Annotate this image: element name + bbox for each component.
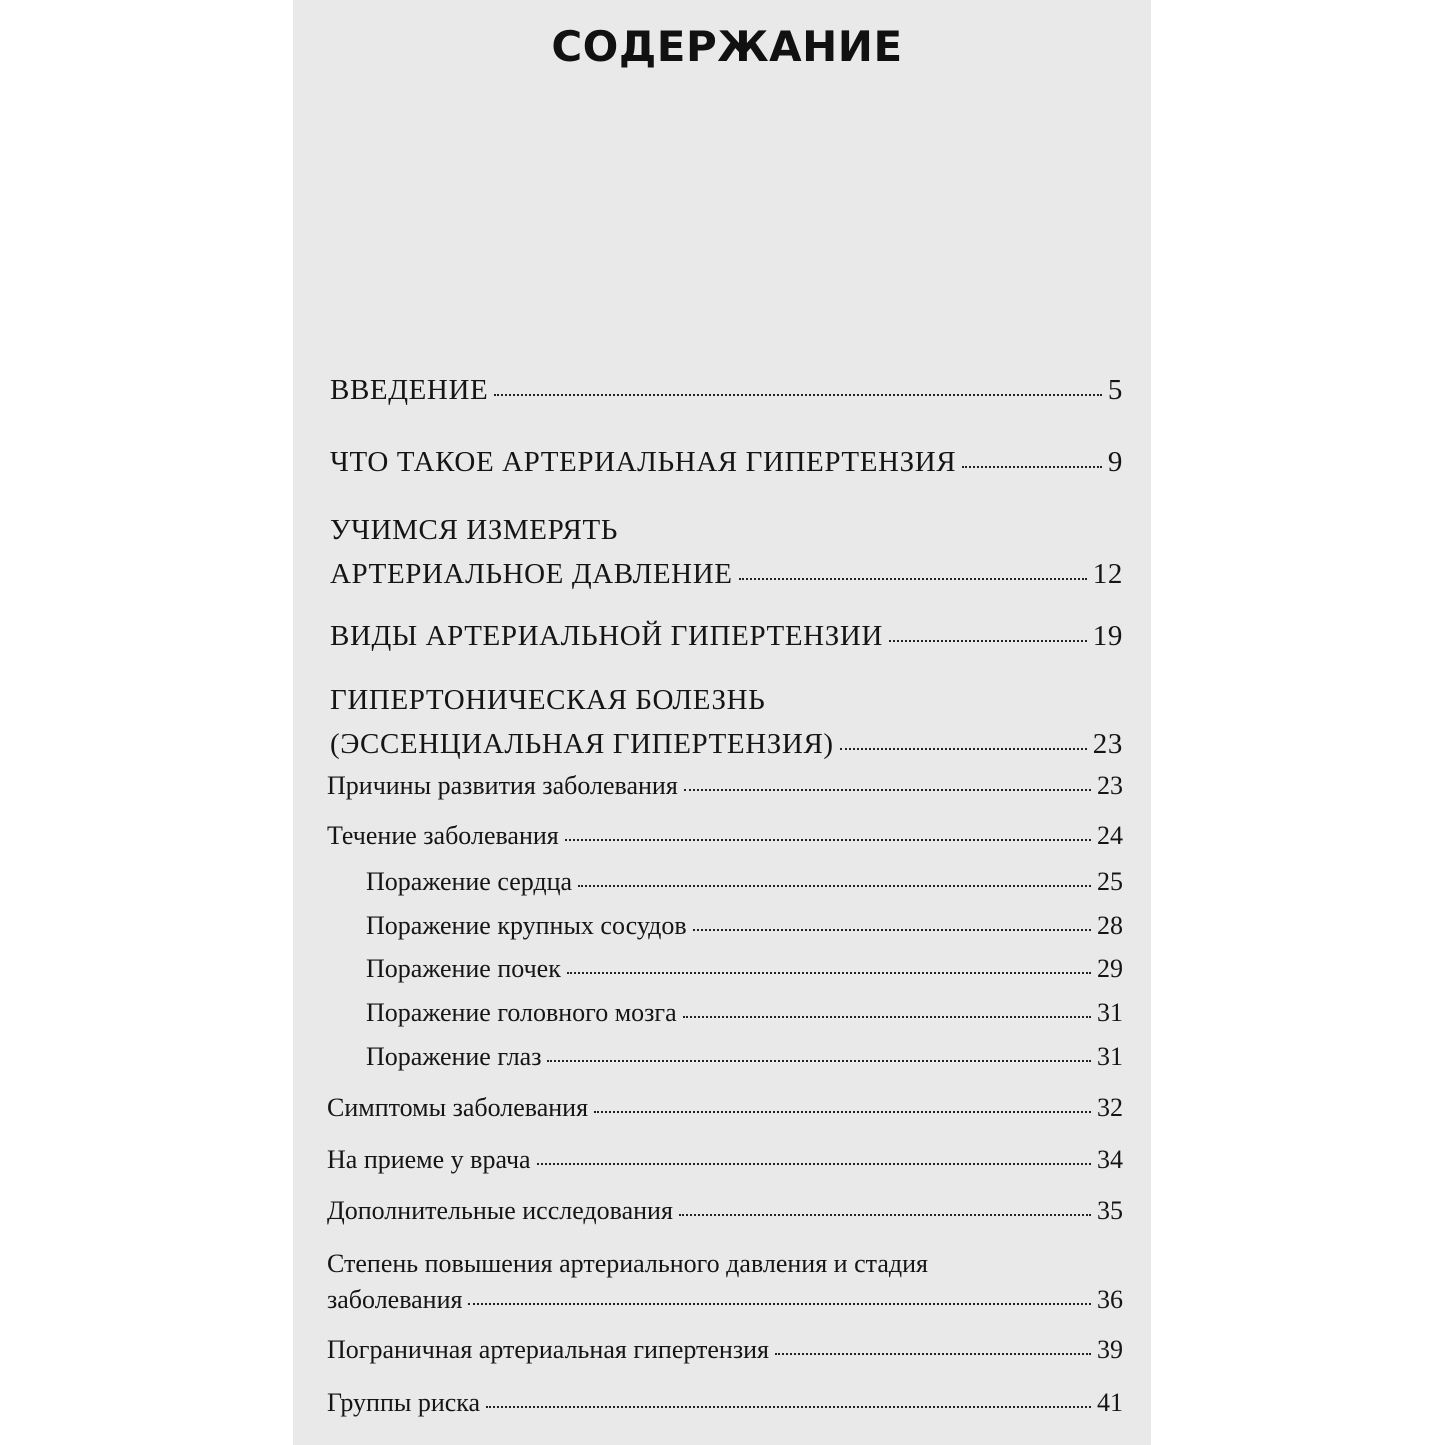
toc-entry-label: ВВЕДЕНИЕ [330, 374, 489, 406]
toc-entry [366, 864, 1123, 900]
dot-leader [679, 1214, 1091, 1216]
book-page [293, 0, 1151, 1445]
toc-page-number: 29 [1097, 954, 1123, 983]
toc-entry-label-line: ГИПЕРТОНИЧЕСКАЯ БОЛЕЗНЬ [330, 684, 766, 716]
toc-page-number: 39 [1097, 1335, 1123, 1364]
dot-leader [962, 466, 1102, 468]
toc-entry-row [366, 1039, 1123, 1075]
toc-entry-label: Поражение крупных сосудов [366, 911, 687, 940]
dot-leader [739, 578, 1087, 580]
dot-leader [684, 789, 1091, 791]
dot-leader [567, 972, 1091, 974]
dot-leader [889, 640, 1087, 642]
toc-entry-label: Поражение глаз [366, 1042, 542, 1071]
toc-entry [327, 1090, 1123, 1126]
toc-entry [327, 1142, 1123, 1178]
toc-entry-label: Поражение почек [366, 954, 561, 983]
dot-leader [683, 1016, 1091, 1018]
toc-entry [330, 440, 1123, 484]
toc-entry-label: АРТЕРИАЛЬНОЕ ДАВЛЕНИЕ [330, 558, 733, 590]
toc-entry-label: Поражение головного мозга [366, 998, 677, 1027]
toc-entry [330, 614, 1123, 658]
toc-entry-row [366, 864, 1123, 900]
toc-page-number: 28 [1097, 911, 1123, 940]
toc-entry [327, 1193, 1123, 1229]
toc-entry-row [327, 1142, 1123, 1178]
dot-leader [840, 748, 1087, 750]
toc-entry [327, 768, 1123, 804]
toc-entry-label: ВИДЫ АРТЕРИАЛЬНОЙ ГИПЕРТЕНЗИИ [330, 620, 883, 652]
toc-entry-label-line: Степень повышения артериального давления и стадия [327, 1249, 928, 1278]
toc-entry-label: Дополнительные исследования [327, 1196, 673, 1225]
toc-page-number: 24 [1097, 821, 1123, 850]
toc-page-number: 9 [1107, 446, 1123, 478]
toc-entry-label: Группы риска [327, 1388, 481, 1417]
toc-entry-row [330, 552, 1123, 596]
toc-entry [327, 1332, 1123, 1368]
toc-entry-label: Симптомы заболевания [327, 1093, 589, 1122]
dot-leader [578, 885, 1091, 887]
toc-page-number: 35 [1097, 1196, 1123, 1225]
toc-entry-label: Течение заболевания [327, 821, 559, 850]
toc-entry-row [330, 440, 1123, 484]
toc-page-number: 12 [1092, 558, 1123, 590]
toc-entry [366, 995, 1123, 1031]
toc-entry [366, 1039, 1123, 1075]
table-of-contents [293, 0, 1151, 1445]
toc-page-number: 34 [1097, 1145, 1123, 1174]
toc-entry [330, 678, 1123, 766]
page-title: СОДЕРЖАНИЕ [551, 22, 903, 71]
toc-entry-row [327, 768, 1123, 804]
toc-entry [327, 1385, 1123, 1421]
toc-entry-label: Причины развития заболевания [327, 771, 678, 800]
toc-page-number: 23 [1092, 728, 1123, 760]
toc-entry [330, 368, 1123, 412]
dot-leader [594, 1111, 1091, 1113]
toc-page-number: 41 [1097, 1388, 1123, 1417]
toc-entry-label: На приеме у врача [327, 1145, 531, 1174]
dot-leader [468, 1303, 1091, 1305]
toc-page-number: 23 [1097, 771, 1123, 800]
toc-entry-label-line: УЧИМСЯ ИЗМЕРЯТЬ [330, 514, 619, 546]
toc-page-number: 36 [1097, 1285, 1123, 1314]
dot-leader [775, 1353, 1091, 1355]
toc-page-number: 31 [1097, 1042, 1123, 1071]
toc-entry-row [327, 1332, 1123, 1368]
dot-leader [547, 1060, 1091, 1062]
toc-entry-row [327, 1193, 1123, 1229]
toc-entry-row [366, 951, 1123, 987]
toc-entry-row [327, 818, 1123, 854]
toc-entry-label: Поражение сердца [366, 867, 573, 896]
toc-page-number: 19 [1092, 620, 1123, 652]
toc-page-number: 25 [1097, 867, 1123, 896]
toc-page-number: 31 [1097, 998, 1123, 1027]
toc-entry [366, 908, 1123, 944]
dot-leader [494, 394, 1102, 396]
toc-entry-label: (ЭССЕНЦИАЛЬНАЯ ГИПЕРТЕНЗИЯ) [330, 728, 834, 760]
toc-entry-row [366, 908, 1123, 944]
toc-entry [330, 508, 1123, 596]
toc-entry [327, 1246, 1123, 1318]
toc-entry [327, 818, 1123, 854]
toc-page-number: 5 [1107, 374, 1123, 406]
dot-leader [565, 839, 1091, 841]
toc-entry-row [330, 368, 1123, 412]
toc-entry [366, 951, 1123, 987]
toc-page-number: 32 [1097, 1093, 1123, 1122]
toc-entry-label: заболевания [327, 1285, 463, 1314]
toc-entry-row [366, 995, 1123, 1031]
toc-entry-row [330, 722, 1123, 766]
toc-entry-row [327, 1282, 1123, 1318]
dot-leader [486, 1406, 1091, 1408]
toc-entry-label: ЧТО ТАКОЕ АРТЕРИАЛЬНАЯ ГИПЕРТЕНЗИЯ [330, 446, 957, 478]
toc-entry-row [330, 614, 1123, 658]
dot-leader [693, 929, 1091, 931]
dot-leader [537, 1163, 1091, 1165]
toc-entry-label: Пограничная артериальная гипертензия [327, 1335, 769, 1364]
toc-entry-row [327, 1385, 1123, 1421]
toc-entry-row [327, 1090, 1123, 1126]
